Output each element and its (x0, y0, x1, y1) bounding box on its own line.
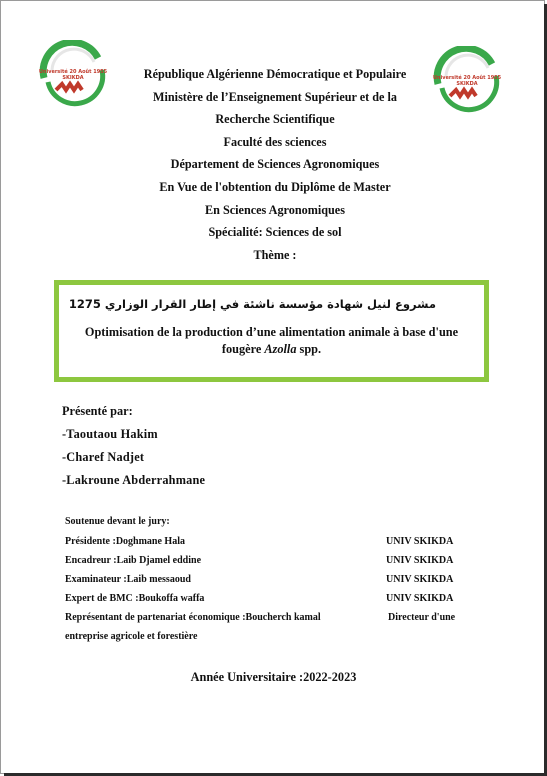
jury-institution: UNIV SKIKDA (386, 555, 454, 566)
header-line-diploma: En Vue de l'obtention du Diplôme de Master (159, 179, 391, 194)
header-line-faculty: Faculté des sciences (223, 134, 327, 149)
student-name: -Lakroune Abderrahmane (62, 473, 206, 487)
jury-institution: UNIV SKIKDA (386, 574, 454, 585)
jury-role: Présidente :Doghmane Hala (65, 536, 185, 547)
jury-institution: Directeur d'une (388, 612, 456, 623)
header-line-speciality: Spécialité: Sciences de sol (208, 225, 342, 240)
logo-left-text-1: Université 20 Août 1955 (38, 69, 108, 75)
student-name: -Charef Nadjet (62, 450, 145, 464)
thesis-title-prefix: fougère (221, 342, 265, 356)
header-line-department: Département de Sciences Agronomiques (170, 157, 380, 172)
header-line-field: En Sciences Agronomiques (205, 202, 345, 217)
thesis-title-line-2 (59, 342, 484, 357)
header-line-theme-label: Thème : (253, 247, 297, 262)
university-logo-left (38, 40, 108, 110)
university-logo-right (432, 46, 502, 116)
student-name: -Taoutaou Hakim (62, 427, 158, 441)
logo-left-text-2: SKIKDA (62, 75, 84, 81)
presented-by-label: Présenté par: (62, 404, 133, 418)
jury-row-supervisor (65, 555, 485, 573)
thesis-title-suffix: spp. (296, 342, 322, 356)
logo-right-text-2: SKIKDA (456, 81, 478, 87)
jury-institution: UNIV SKIKDA (386, 593, 454, 604)
header-line-ministry: Ministère de l’Enseignement Supérieur et de la (153, 89, 397, 104)
jury-row-examiner (65, 574, 485, 592)
jury-institution: UNIV SKIKDA (386, 536, 454, 547)
logo-right-text-1: Université 20 Août 1955 (432, 75, 502, 81)
jury-title: Soutenue devant le jury: (65, 516, 170, 527)
jury-row-partner (65, 612, 485, 630)
thesis-title-line-1: Optimisation de la production d’une alimentation animale à base d'une (84, 325, 459, 339)
academic-year: Année Universitaire :2022-2023 (190, 670, 357, 684)
thesis-title-species: Azolla (264, 342, 297, 356)
arabic-project-line: مشروع لنيل شهادة مؤسسة ناشئة في إطار القرار الوزاري 1275 (68, 297, 436, 311)
header-line-republic: République Algérienne Démocratique et Populaire (143, 67, 407, 81)
jury-role: Expert de BMC :Boukoffa waffa (65, 593, 205, 604)
jury-partner-continuation: entreprise agricole et forestière (65, 631, 198, 642)
jury-role: Examinateur :Laib messaoud (65, 574, 191, 585)
jury-role: Représentant de partenariat économique :Boucherch kamal (65, 612, 321, 623)
jury-role: Encadreur :Laib Djamel eddine (65, 555, 202, 566)
header-line-research: Recherche Scientifique (215, 112, 335, 127)
jury-row-bmc-expert (65, 593, 485, 611)
institution-header (110, 63, 440, 266)
jury-row-president (65, 536, 485, 554)
theme-frame (54, 280, 489, 382)
